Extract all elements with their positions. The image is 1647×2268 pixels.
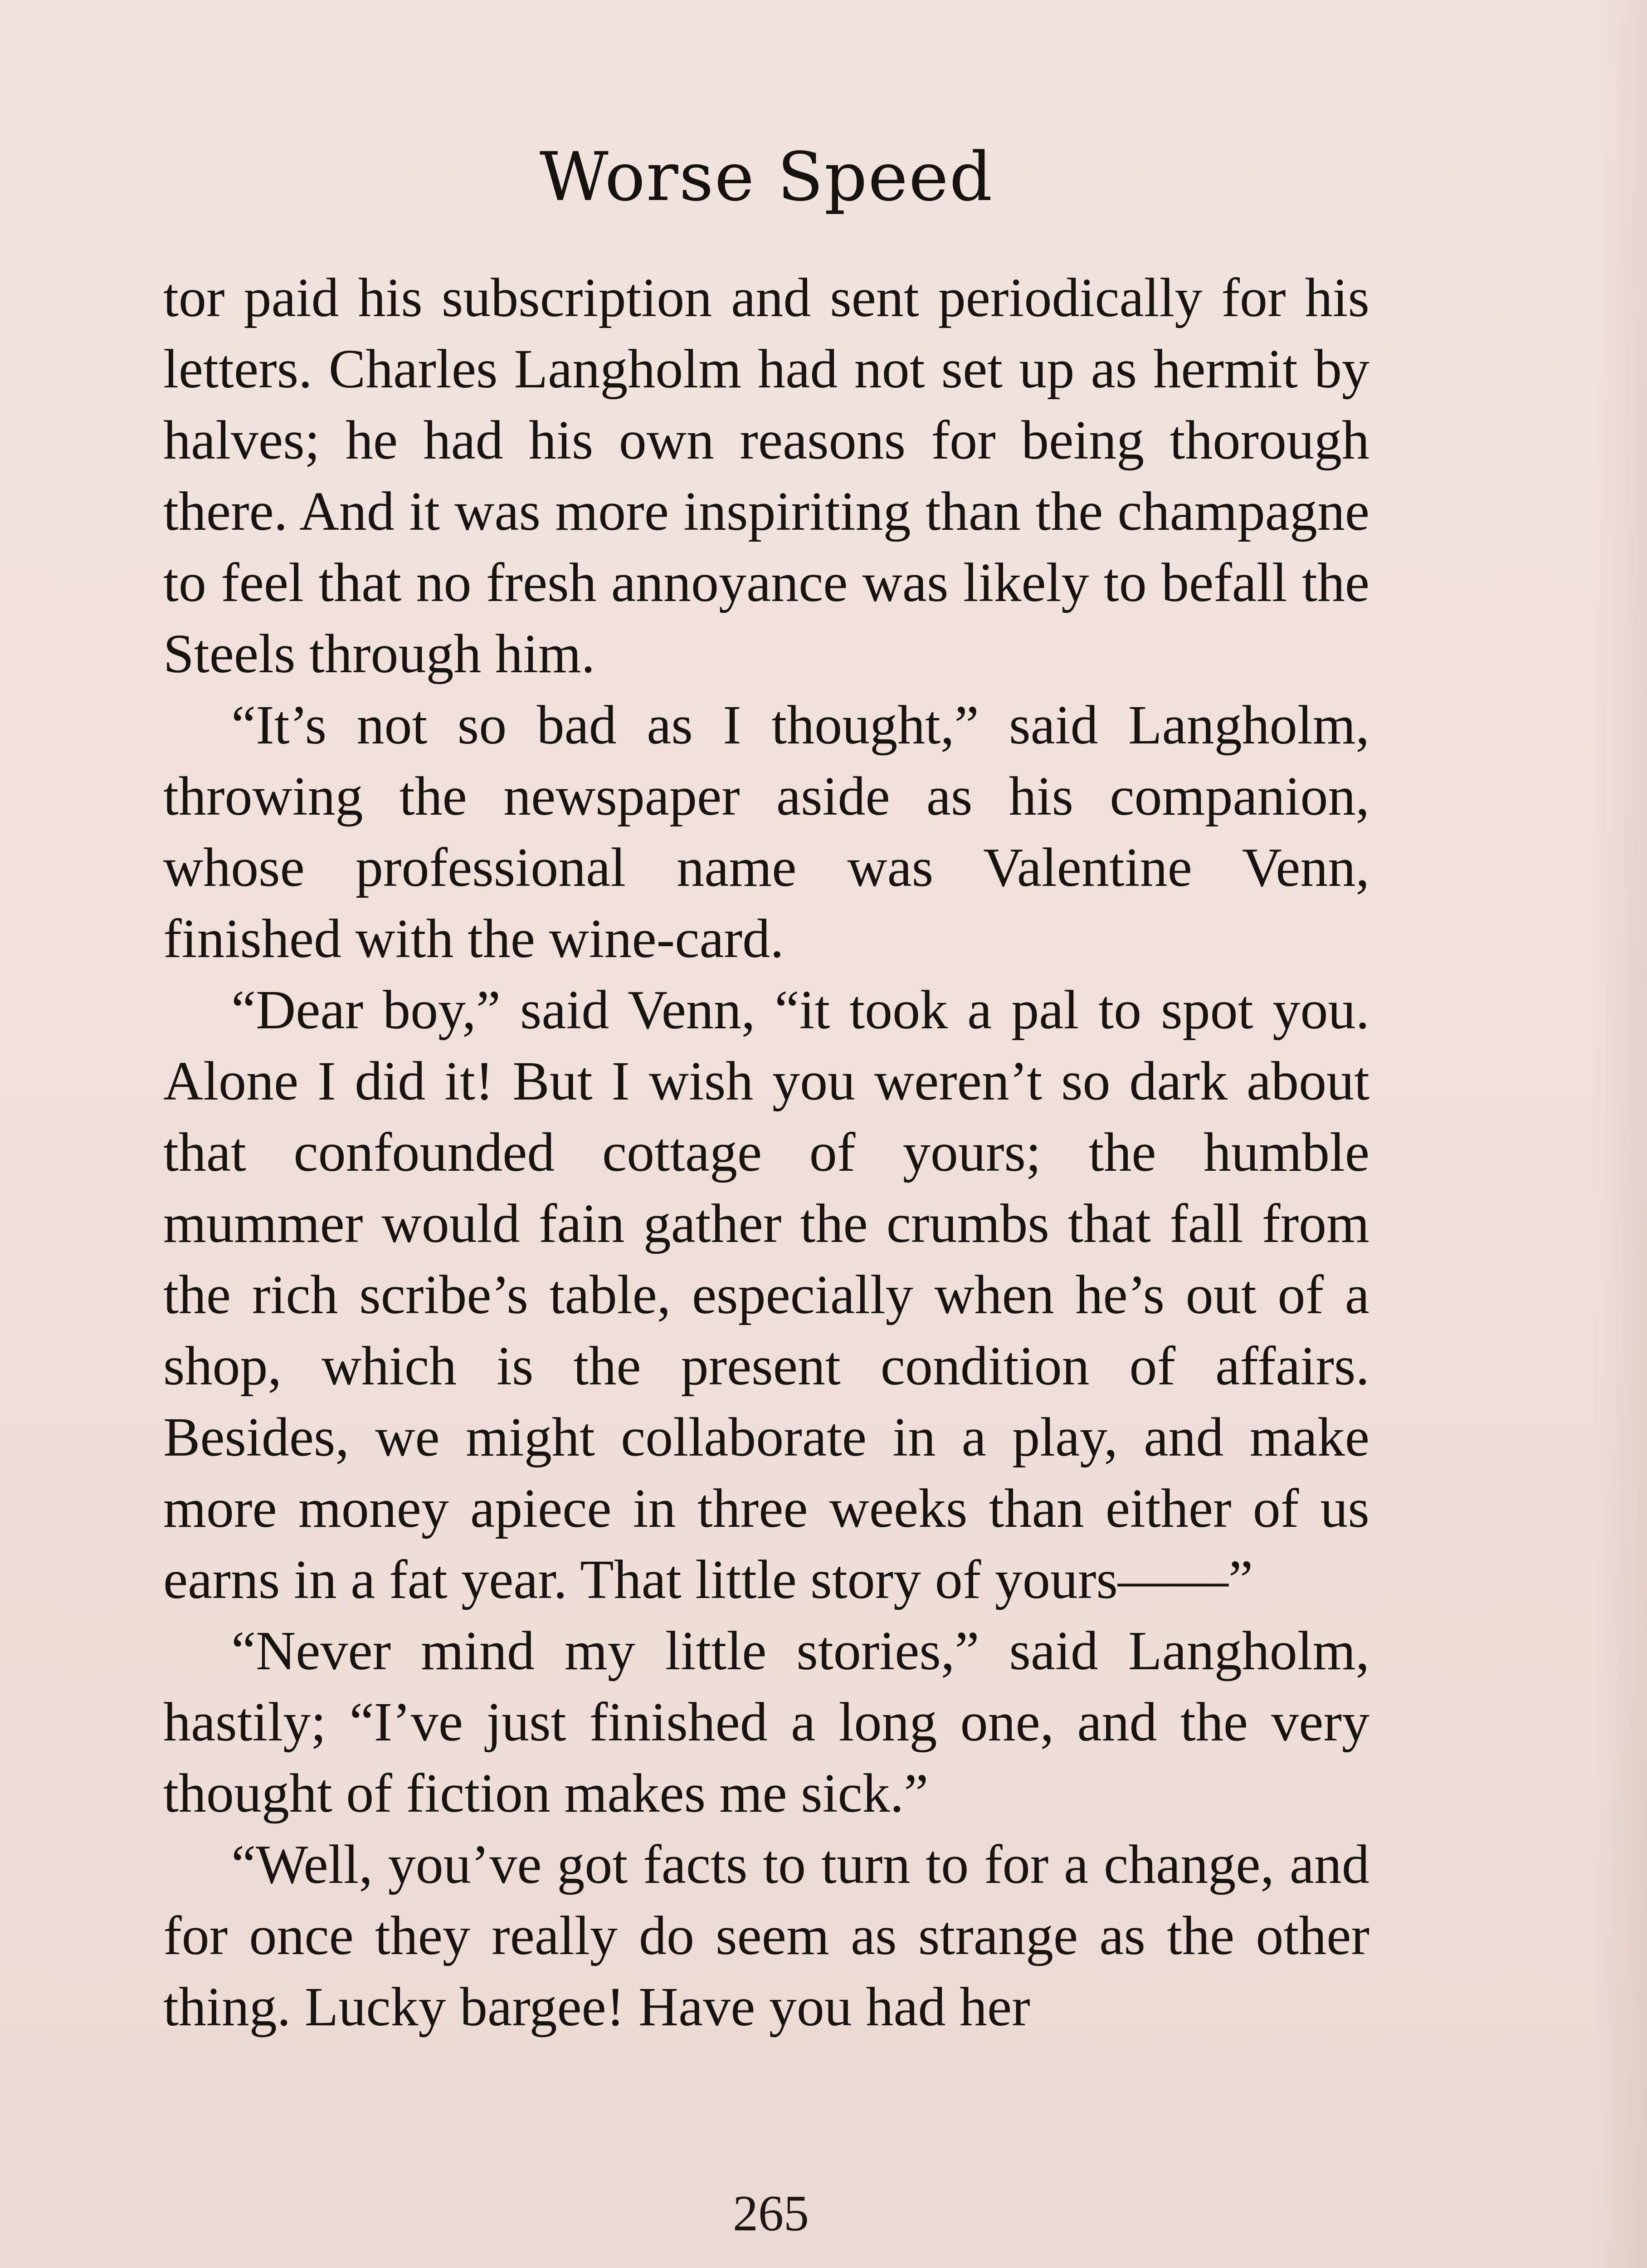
page-edge-shadow xyxy=(1593,0,1647,2268)
paragraph-5: “Well, you’ve got facts to turn to for a change, and for once they really do seem as strange as the other thing. Lucky bargee! Have you had her xyxy=(163,1834,1369,2038)
paragraph-4: “Never mind my little stories,” said Langholm, hastily; “I’ve just finished a long one, and the very thought of fiction makes me sick.” xyxy=(163,1620,1369,1824)
paragraph-1: tor paid his subscription and sent periodically for his letters. Charles Langholm had not set up as hermit by halves; he had his own reasons for being thorough there. And it was more inspiriting than the champagne to feel that no fresh annoyance was likely to befall the Steels through him. xyxy=(163,267,1369,684)
paragraph-2: “It’s not so bad as I thought,” said Langholm, throwing the newspaper aside as his companion, whose professional name was Valentine Venn, finished with the wine-card. xyxy=(163,694,1369,969)
running-head: Worse Speed xyxy=(539,138,994,216)
body-text xyxy=(163,262,1369,2043)
page-number: 265 xyxy=(733,2185,809,2242)
paragraph-3: “Dear boy,” said Venn, “it took a pal to spot you. Alone I did it! But I wish you weren’t so dark about that confounded cottage of yours; the humble mummer would fain gather the crumbs that fall from the rich scribe’s table, especially when he’s out of a shop, which is the present condition of affairs. Besides, we might collaborate in a play, and make more money apiece in three weeks than either of us earns in a fat year. That little story of yours——” xyxy=(163,979,1369,1610)
